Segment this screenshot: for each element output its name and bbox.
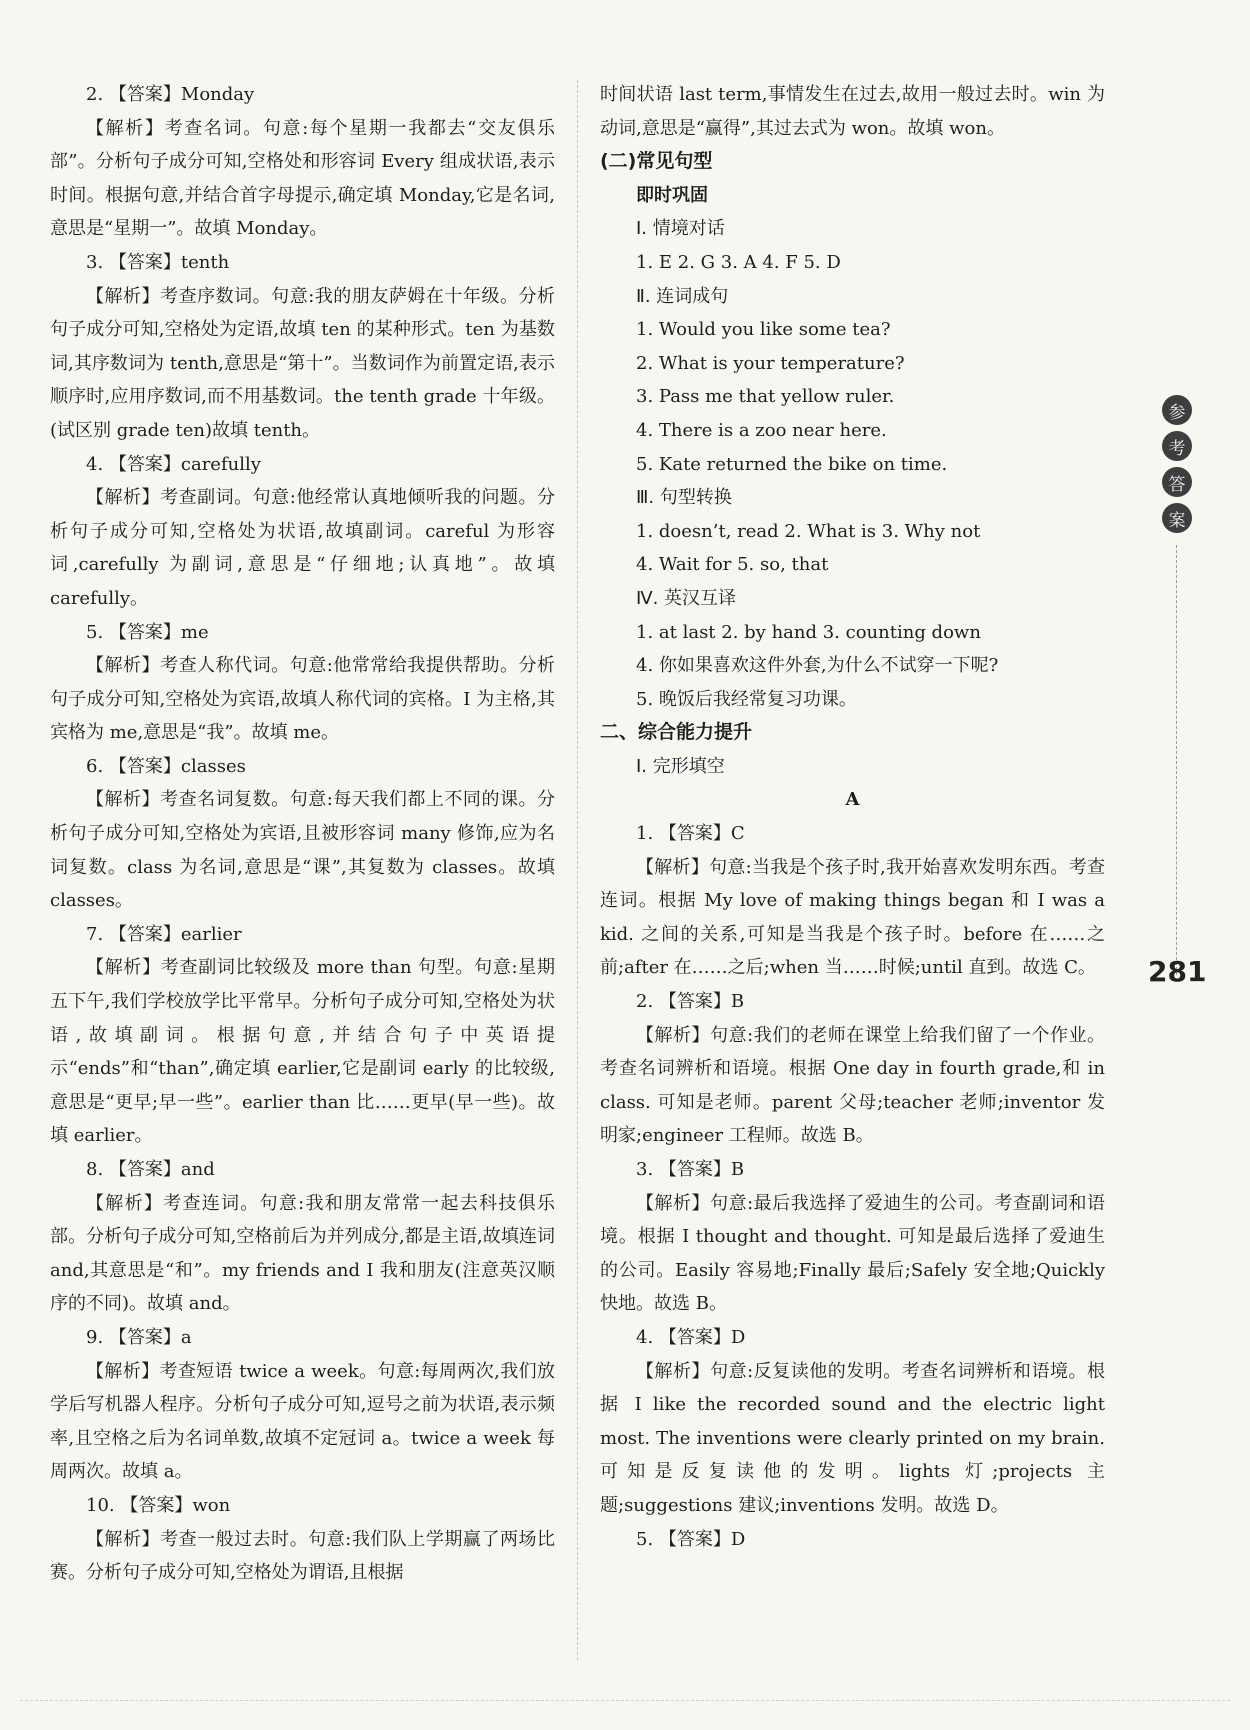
section-heading: 二、综合能力提升 <box>600 721 753 744</box>
exercise-heading: Ⅳ. 英汉互译 <box>636 587 737 609</box>
exercise-heading: Ⅱ. 连词成句 <box>636 285 729 307</box>
subsection-heading: 即时巩固 <box>636 184 708 206</box>
analysis-paragraph: 【解析】考查一般过去时。句意:我们队上学期赢了两场比赛。分析句子成分可知,空格处为谓语,且根据 <box>50 1528 555 1584</box>
bottom-divider <box>20 1700 1230 1701</box>
analysis-paragraph: 【解析】考查名词。句意:每个星期一我都去“交友俱乐部”。分析句子成分可知,空格处和形容词 Every 组成状语,表示时间。根据句意,并结合首字母提示,确定填 Monday,它是名词,意思是“星期一”。故填 Monday。 <box>50 117 555 240</box>
exercise-heading: Ⅰ. 完形填空 <box>636 755 725 777</box>
side-tab-char: 考 <box>1162 431 1192 461</box>
right-column <box>600 78 1105 1556</box>
analysis-paragraph: 【解析】考查副词。句意:他经常认真地倾听我的问题。分析句子成分可知,空格处为状语,故填副词。careful 为形容词,carefully 为副词,意思是“仔细地;认真地”。故填 carefully。 <box>50 487 555 609</box>
answer-line: 5. 【答案】D <box>636 1528 746 1550</box>
answer-line: 6. 【答案】classes <box>86 755 246 777</box>
answer-line: 9. 【答案】a <box>86 1326 192 1348</box>
exercise-answer-item: 3. Pass me that yellow ruler. <box>636 386 895 408</box>
side-dashed-line <box>1176 545 1177 975</box>
exercise-answer-item: 1. at last 2. by hand 3. counting down <box>636 621 981 643</box>
exercise-answer-item: 2. What is your temperature? <box>636 352 905 374</box>
answer-line: 5. 【答案】me <box>86 621 209 643</box>
page-number: 281 <box>1148 955 1207 988</box>
continued-paragraph: 时间状语 last term,事情发生在过去,故用一般过去时。win 为动词,意思是“赢得”,其过去式为 won。故填 won。 <box>600 84 1105 139</box>
answer-line: 2. 【答案】B <box>636 991 745 1013</box>
section-heading: (二)常见句型 <box>600 150 713 173</box>
side-tab-reference-answers <box>1157 395 1197 533</box>
exercise-answer-item: 4. Wait for 5. so, that <box>636 554 829 576</box>
answer-line: 8. 【答案】and <box>86 1159 215 1180</box>
analysis-paragraph: 【解析】考查序数词。句意:我的朋友萨姆在十年级。分析句子成分可知,空格处为定语,故填 ten 的某种形式。ten 为基数词,其序数词为 tenth,意思是“第十”。当数词作为前置定语,表示顺序时,应用序数词,而不用基数词。the tenth grade 十年级。(试区别 grade ten)故填 tenth。 <box>50 285 555 441</box>
answer-line: 10. 【答案】won <box>86 1494 231 1516</box>
answer-line: 2. 【答案】Monday <box>86 84 255 105</box>
exercise-answer-item: 4. 你如果喜欢这件外套,为什么不试穿一下呢? <box>636 655 999 677</box>
analysis-paragraph: 【解析】考查短语 twice a week。句意:每周两次,我们放学后写机器人程序。分析句子成分可知,逗号之前为状语,表示频率,且空格之后为名词单数,故填不定冠词 a。twice a week 每周两次。故填 a。 <box>50 1360 555 1483</box>
analysis-paragraph: 【解析】考查名词复数。句意:每天我们都上不同的课。分析句子成分可知,空格处为宾语,且被形容词 many 修饰,应为名词复数。class 为名词,意思是“课”,其复数为 classes。故填 classes。 <box>50 789 555 912</box>
answer-line: 4. 【答案】carefully <box>86 453 261 475</box>
analysis-paragraph: 【解析】句意:反复读他的发明。考查名词辨析和语境。根据 I like the recorded sound and the electric light most. The inventions were clearly printed on my brain. 可知是反复读他的发明。lights 灯;projects 主题;suggestions 建议;inventions 发明。故选 D。 <box>600 1360 1105 1516</box>
analysis-paragraph: 【解析】句意:当我是个孩子时,我开始喜欢发明东西。考查连词。根据 My love of making things began 和 I was a kid. 之间的关系,可知是当我是个孩子时。before 在……之前;after 在……之后;when 当……时候;until 直到。故选 C。 <box>600 856 1105 979</box>
answer-line: 1. 【答案】C <box>636 823 745 845</box>
exercise-heading: Ⅲ. 句型转换 <box>636 487 732 509</box>
answer-line: 4. 【答案】D <box>636 1326 746 1348</box>
exercise-answer-item: 1. E 2. G 3. A 4. F 5. D <box>636 251 841 273</box>
exercise-answer-item: 5. Kate returned the bike on time. <box>636 453 948 475</box>
exercise-answer-item: 5. 晚饭后我经常复习功课。 <box>636 688 857 710</box>
analysis-paragraph: 【解析】句意:最后我选择了爱迪生的公司。考查副词和语境。根据 I thought and thought. 可知是最后选择了爱迪生的公司。Easily 容易地;Finally 最后;Safely 安全地;Quickly 快地。故选 B。 <box>600 1192 1105 1315</box>
analysis-paragraph: 【解析】考查副词比较级及 more than 句型。句意:星期五下午,我们学校放学比平常早。分析句子成分可知,空格处为状语,故填副词。根据句意,并结合句子中英语提示“ends”和“than”,确定填 earlier,它是副词 early 的比较级,意思是“更早;早一些”。earlier than 比……更早(早一些)。故填 earlier。 <box>50 957 555 1147</box>
analysis-paragraph: 【解析】考查连词。句意:我和朋友常常一起去科技俱乐部。分析句子成分可知,空格前后为并列成分,都是主语,故填连词 and,其意思是“和”。my friends and I 我和朋友(注意英汉顺序的不同)。故填 and。 <box>50 1192 555 1315</box>
passage-label: A <box>845 789 860 811</box>
analysis-paragraph: 【解析】考查人称代词。句意:他常常给我提供帮助。分析句子成分可知,空格处为宾语,故填人称代词的宾格。I 为主格,其宾格为 me,意思是“我”。故填 me。 <box>50 655 555 744</box>
answer-line: 7. 【答案】earlier <box>86 923 242 945</box>
answer-line: 3. 【答案】tenth <box>86 251 230 273</box>
exercise-answer-item: 4. There is a zoo near here. <box>636 419 887 441</box>
side-tab-char: 参 <box>1162 395 1192 425</box>
side-tab-char: 案 <box>1162 503 1192 533</box>
analysis-paragraph: 【解析】句意:我们的老师在课堂上给我们留了一个作业。考查名词辨析和语境。根据 One day in fourth grade,和 in class. 可知是老师。parent 父母;teacher 老师;inventor 发明家;engineer 工程师。故选 B。 <box>600 1024 1105 1147</box>
column-divider <box>577 80 578 1660</box>
side-tab-char: 答 <box>1162 467 1192 497</box>
exercise-answer-item: 1. Would you like some tea? <box>636 319 891 341</box>
answer-line: 3. 【答案】B <box>636 1159 745 1180</box>
exercise-heading: Ⅰ. 情境对话 <box>636 218 725 240</box>
left-column <box>50 78 555 1590</box>
exercise-answer-item: 1. doesn’t, read 2. What is 3. Why not <box>636 520 981 542</box>
